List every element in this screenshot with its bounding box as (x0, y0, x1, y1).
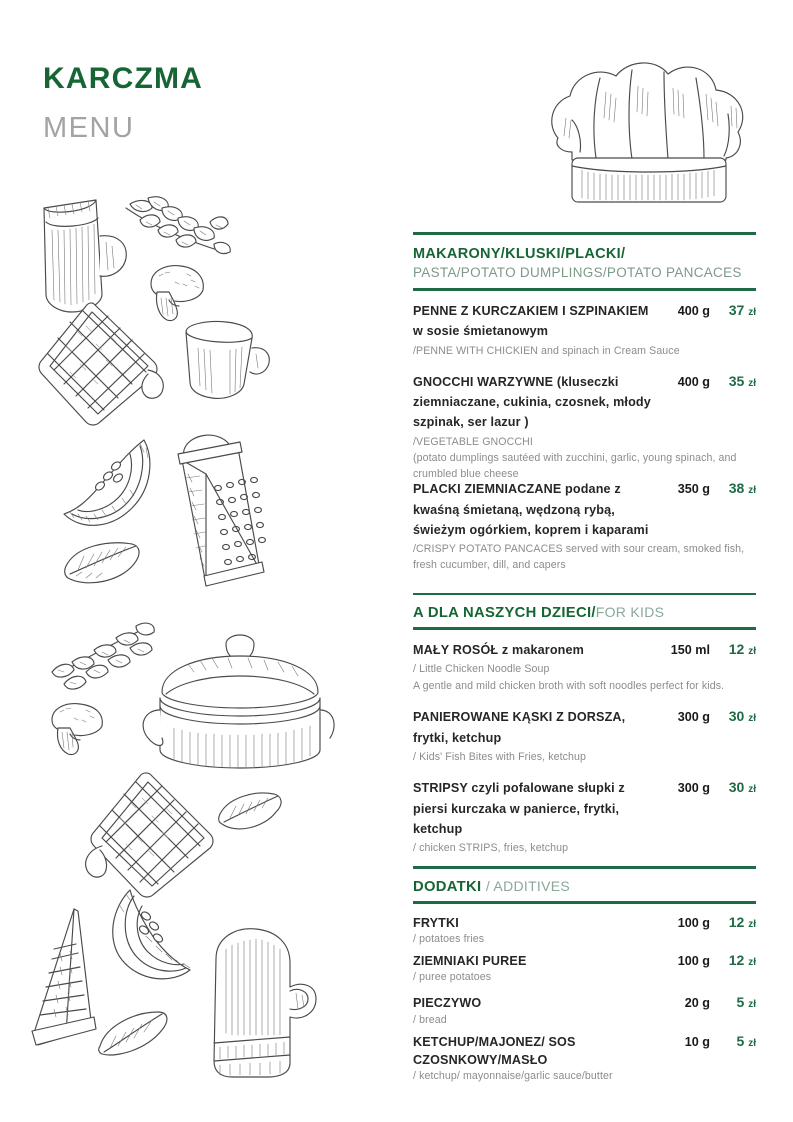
box-grater-illustration (160, 430, 270, 590)
menu-item-name: FRYTKI (413, 915, 459, 930)
menu-item-name: ZIEMNIAKI PUREE (413, 953, 527, 968)
menu-item-row (413, 1033, 756, 1070)
menu-item-quantity: 300 g (677, 710, 710, 725)
menu-item (413, 372, 756, 482)
menu-item-price (710, 779, 756, 795)
menu-column (413, 232, 756, 1089)
menu-item-description: /PENNE WITH CHICKIEN and spinach in Cream Sauce (413, 344, 680, 357)
menu-item-quantity: 350 g (677, 482, 710, 497)
menu-item (413, 640, 756, 695)
price-currency: zł (748, 306, 756, 318)
menu-item-quantity: 150 ml (670, 642, 710, 657)
menu-item-quantity: 400 g (677, 374, 710, 389)
menu-item-price (710, 373, 756, 389)
menu-item-row (413, 301, 756, 342)
pumpkin-slice-illustration (56, 436, 166, 538)
menu-item-quantity: 300 g (677, 781, 710, 796)
menu-section-pasta (413, 232, 756, 574)
pumpkin-slice-illustration (96, 888, 206, 988)
menu-item-row (413, 640, 756, 660)
menu-item-price (710, 302, 756, 318)
menu-item-description: / Kids' Fish Bites with Fries, ketchup (413, 751, 587, 764)
menu-item-list-additives (413, 904, 756, 1085)
menu-item-quantity: 100 g (677, 953, 710, 968)
price-currency: zł (748, 485, 756, 497)
price-currency: zł (748, 918, 756, 930)
price-value: 5 (736, 1032, 745, 1049)
price-value: 5 (736, 994, 745, 1011)
menu-item-row (413, 372, 756, 433)
potholder-illustration (84, 768, 220, 902)
menu-item-name: GNOCCHI WARZYWNE (kluseczki ziemniaczane, cukinia, czosnek, młody szpinak, ser lazur ) (413, 374, 651, 430)
teacup-illustration (178, 318, 272, 404)
menu-item (413, 479, 756, 573)
price-currency: zł (748, 956, 756, 968)
menu-item-row (413, 707, 756, 748)
menu-item-row (413, 952, 756, 970)
price-currency: zł (748, 645, 756, 657)
section-title-pl: DODATKI (413, 879, 486, 895)
menu-item-row (413, 778, 756, 839)
menu-item-price (710, 708, 756, 724)
bay-leaf-illustration (96, 1010, 176, 1058)
price-value: 35 (728, 372, 745, 389)
menu-section-kids (413, 593, 756, 857)
menu-item (413, 301, 756, 359)
menu-item-quantity: 20 g (684, 996, 710, 1011)
price-value: 12 (728, 640, 745, 657)
menu-item-description: /CRISPY POTATO PANCACES served with sour cream, smoked fish, fresh cucumber, dill, and capers (413, 543, 745, 572)
bay-leaf-illustration (62, 540, 148, 590)
section-title-pl: MAKARONY/KLUSKI/PLACKI/ (413, 245, 626, 262)
menu-item-price (710, 994, 756, 1010)
price-currency: zł (748, 999, 756, 1011)
menu-item (413, 1033, 756, 1085)
menu-item-quantity: 10 g (684, 1034, 710, 1049)
menu-item-row (413, 994, 756, 1012)
menu-item-quantity: 100 g (677, 915, 710, 930)
menu-item (413, 707, 756, 765)
page-subtitle: MENU (43, 112, 135, 144)
menu-item (413, 994, 756, 1027)
menu-item-description-secondary: A gentle and mild chicken broth with soft noodles perfect for kids. (413, 680, 725, 693)
menu-item-quantity: 400 g (677, 303, 710, 318)
menu-item-price (710, 480, 756, 496)
menu-item-row (413, 914, 756, 932)
price-value: 38 (728, 480, 745, 497)
price-value: 30 (728, 779, 745, 796)
cooking-pot-illustration (148, 614, 328, 774)
menu-item-description: / bread (413, 1013, 447, 1026)
menu-item-price (710, 952, 756, 968)
menu-item-list-pasta (413, 291, 756, 574)
menu-section-additives (413, 866, 756, 1084)
section-header-additives (413, 869, 756, 901)
menu-item-description-secondary: (potato dumplings sautéed with zucchini, garlic, young spinach, and crumbled blue cheese (413, 451, 737, 481)
section-header-pasta (413, 235, 756, 289)
price-currency: zł (748, 1037, 756, 1049)
price-value: 12 (728, 913, 745, 930)
menu-item-description: / ketchup/ mayonnaise/garlic sauce/butter (413, 1070, 613, 1083)
potholder-illustration (36, 300, 166, 428)
price-value: 12 (728, 951, 745, 968)
price-currency: zł (748, 713, 756, 725)
menu-item-description: / chicken STRIPS, fries, ketchup (413, 842, 569, 855)
section-header-kids (413, 595, 756, 627)
rosemary-sprig-illustration (48, 612, 158, 698)
menu-item-name: PANIEROWANE KĄSKI Z DORSZA, frytki, ketchup (413, 710, 626, 745)
menu-item-row (413, 479, 756, 540)
menu-item-name: KETCHUP/MAJONEZ/ SOS CZOSNKOWY/MASŁO (413, 1034, 576, 1067)
menu-item-name: PENNE Z KURCZAKIEM I SZPINAKIEM w sosie śmietanowym (413, 303, 649, 339)
menu-item-description: / potatoes fries (413, 932, 485, 945)
price-currency: zł (748, 784, 756, 796)
menu-item (413, 952, 756, 985)
chef-hat-illustration (540, 48, 765, 208)
menu-item-description: / puree potatoes (413, 971, 492, 984)
section-title-en: / ADDITIVES (485, 878, 571, 894)
menu-item-name: PLACKI ZIEMNIACZANE podane z kwaśną śmietaną, wędzoną rybą, świeżym ogórkiem, koprem i kaparami (413, 482, 649, 537)
page-title: KARCZMA (43, 62, 204, 95)
menu-item (413, 778, 756, 856)
menu-item-name: STRIPSY czyli pofalowane słupki z piersi kurczaka w panierce, frytki, ketchup (413, 781, 625, 836)
oven-mitt-illustration (198, 925, 318, 1085)
menu-item-list-kids (413, 630, 756, 857)
section-title-pl: A DLA NASZYCH DZIECI/ (413, 605, 596, 622)
menu-item-name: PIECZYWO (413, 996, 482, 1011)
price-currency: zł (748, 377, 756, 389)
menu-item (413, 914, 756, 947)
mushroom-illustration (48, 700, 110, 758)
price-value: 30 (728, 708, 745, 725)
menu-item-price (710, 914, 756, 930)
section-title-en: PASTA/POTATO DUMPLINGS/POTATO PANCACES (413, 264, 742, 280)
menu-item-description: / Little Chicken Noodle Soup (413, 663, 550, 676)
menu-item-description: /VEGETABLE GNOCCHI (413, 435, 533, 448)
menu-item-name: MAŁY ROSÓŁ z makaronem (413, 642, 585, 657)
menu-item-price (710, 1033, 756, 1049)
menu-item-price (710, 641, 756, 657)
bay-leaf-illustration (216, 790, 286, 836)
section-title-en: FOR KIDS (595, 604, 665, 621)
price-value: 37 (728, 301, 745, 318)
